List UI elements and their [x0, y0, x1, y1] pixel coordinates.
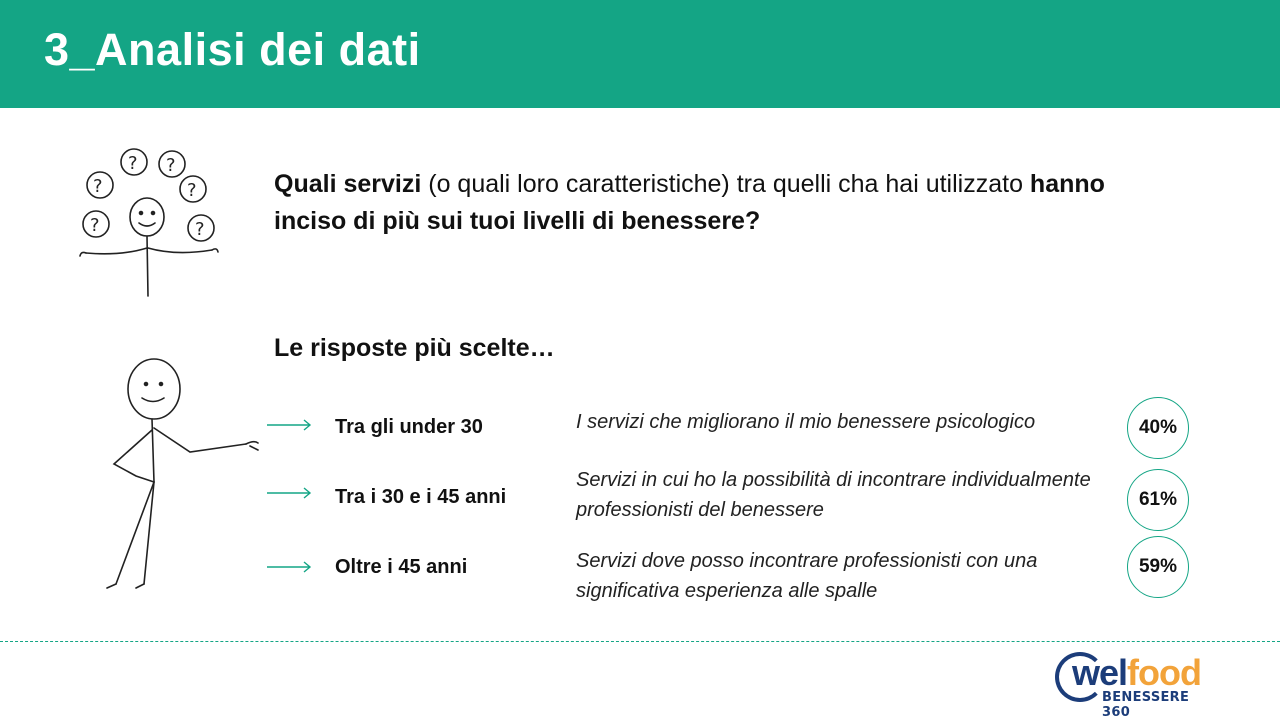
logo-tagline: BENESSERE 360 — [1102, 690, 1190, 720]
header-bar — [0, 0, 1280, 108]
answer-text: Servizi in cui ho la possibilità di incontrare individualmente professionisti del benessere — [576, 469, 1091, 521]
svg-text:?: ? — [90, 215, 100, 236]
arrow-right-icon — [266, 560, 312, 574]
percentage-badge: 59% — [1127, 536, 1189, 598]
response-row — [0, 468, 1280, 538]
response-row — [0, 538, 1280, 608]
answer-text: Servizi dove posso incontrare professionisti con una significativa esperienza alle spalle — [576, 550, 1038, 602]
percentage-badge: 40% — [1127, 397, 1189, 459]
svg-text:?: ? — [93, 176, 103, 197]
question-part-bold-1: Quali servizi — [274, 170, 422, 198]
welfood-logo — [1054, 650, 1204, 720]
age-group-label: Tra i 30 e i 45 anni — [335, 486, 507, 508]
svg-text:?: ? — [128, 153, 138, 174]
age-group-label: Tra gli under 30 — [335, 416, 483, 438]
question-part-bold-3: hanno inciso di più sui tuoi livelli di benessere? — [274, 170, 1105, 235]
arrow-right-icon — [266, 418, 312, 432]
percentage-badge: 61% — [1127, 469, 1189, 531]
logo-word-wel: wel — [1072, 652, 1128, 693]
question-part-2: (o quali loro caratteristiche) tra quelli cha hai utilizzato — [421, 170, 1030, 198]
juggler-illustration — [66, 138, 230, 302]
logo-word-food: food — [1127, 652, 1201, 693]
footer-divider — [0, 641, 1280, 642]
svg-text:?: ? — [195, 219, 205, 240]
response-row — [0, 396, 1280, 466]
responses-heading: Le risposte più scelte… — [274, 334, 555, 362]
arrow-right-icon — [266, 486, 312, 500]
answer-text: I servizi che migliorano il mio benessere psicologico — [576, 411, 1036, 433]
question-text — [274, 166, 1174, 240]
age-group-label: Oltre i 45 anni — [335, 556, 468, 578]
slide-title: 3_Analisi dei dati — [44, 24, 421, 75]
svg-text:?: ? — [166, 155, 176, 176]
svg-text:?: ? — [187, 180, 197, 201]
